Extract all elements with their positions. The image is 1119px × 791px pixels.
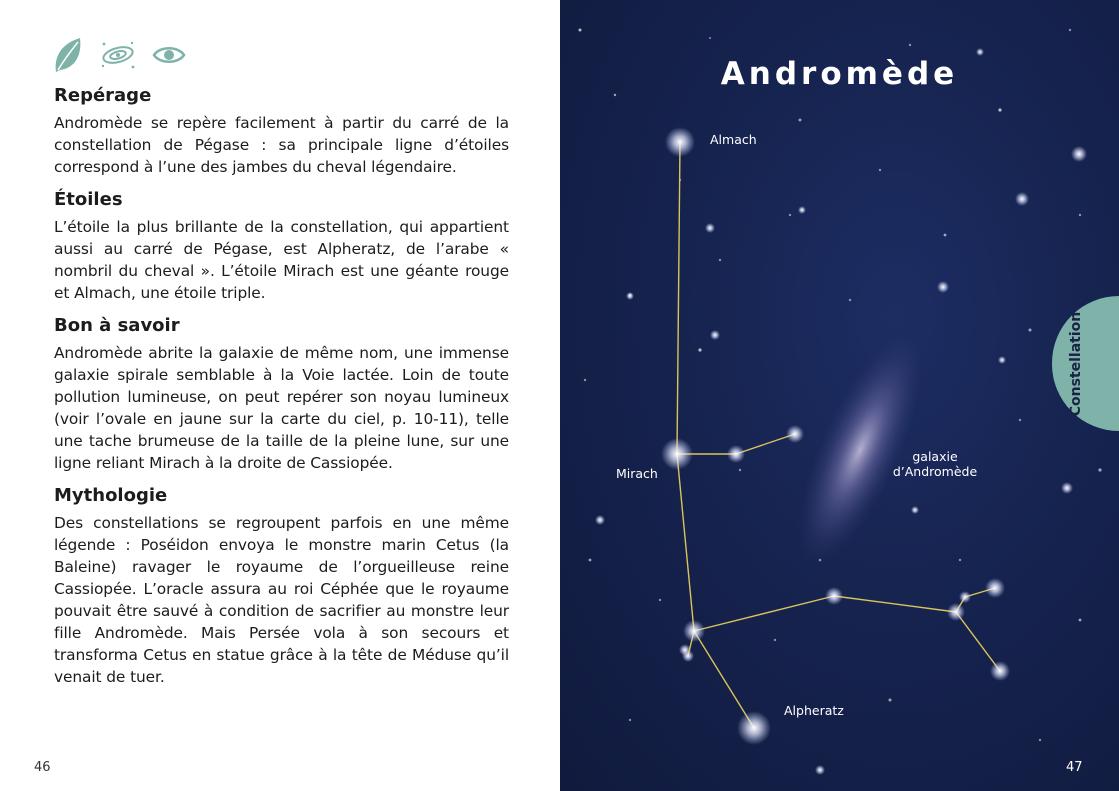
heading-mythologie: Mythologie xyxy=(54,485,168,506)
paragraph-etoiles: L’étoile la plus brillante de la constellation, qui appartient aussi au carré de Pégase, est Alpheratz, de l’arabe « nombril du cheval ». L’étoile Mirach est une géante rouge et Almach, une étoile triple. xyxy=(54,218,509,302)
text-column xyxy=(54,84,509,698)
star-map xyxy=(560,0,1119,791)
constellation-tab-label: Constellation xyxy=(1068,311,1084,417)
paragraph-bon-a-savoir: Andromède abrite la galaxie de même nom, une immense galaxie spirale semblable à la Voie lactée. Loin de toute pollution lumineuse, on peut repérer son noyau lumineux (voir l’ovale en jaune sur la carte du ciel, p. 10-11), telle une tache brumeuse de la taille de la pleine lune, sur une ligne reliant Mirach à la droite de Cassiopée. xyxy=(54,344,509,472)
right-page xyxy=(560,0,1119,791)
page-title: Andromède xyxy=(720,56,959,92)
label-alpheratz: Alpheratz xyxy=(784,703,844,718)
label-galaxy-line2: d’Andromède xyxy=(892,464,978,479)
label-mirach: Mirach xyxy=(616,466,658,481)
paragraph-mythologie: Des constellations se regroupent parfois en une même légende : Poséidon envoya le monstre marin Cetus (la Baleine) ravager le royaume de l’orgueilleuse reine Cassiopée. L’oracle assura au roi Céphée que le royaume pouvait être sauvé à condition de sacrifier au monstre leur fille Andromède. Mais Persée vola à son secours et transforma Cetus en statue grâce à la tête de Méduse qu’il venait de tuer. xyxy=(54,514,509,686)
label-galaxy xyxy=(890,449,980,479)
heading-etoiles: Étoiles xyxy=(54,189,123,210)
star-almach xyxy=(665,127,695,157)
heading-reperage: Repérage xyxy=(54,85,152,106)
galaxy-icon xyxy=(98,38,138,77)
page-number-left: 46 xyxy=(34,760,51,775)
background-stars xyxy=(579,29,1102,742)
eye-icon xyxy=(152,44,186,71)
paragraph-reperage: Andromède se repère facilement à partir du carré de la constellation de Pégase : sa principale ligne d’étoiles correspond à l’une des jambes du cheval légendaire. xyxy=(54,114,509,176)
star-mirach xyxy=(661,438,693,470)
page-number-right: 47 xyxy=(1066,760,1083,775)
heading-bon-a-savoir: Bon à savoir xyxy=(54,315,180,336)
label-galaxy-line1: galaxie xyxy=(912,449,958,464)
icon-row xyxy=(52,36,186,79)
leaf-icon xyxy=(52,36,84,79)
label-almach: Almach xyxy=(710,132,757,147)
star-alpheratz xyxy=(737,711,771,745)
